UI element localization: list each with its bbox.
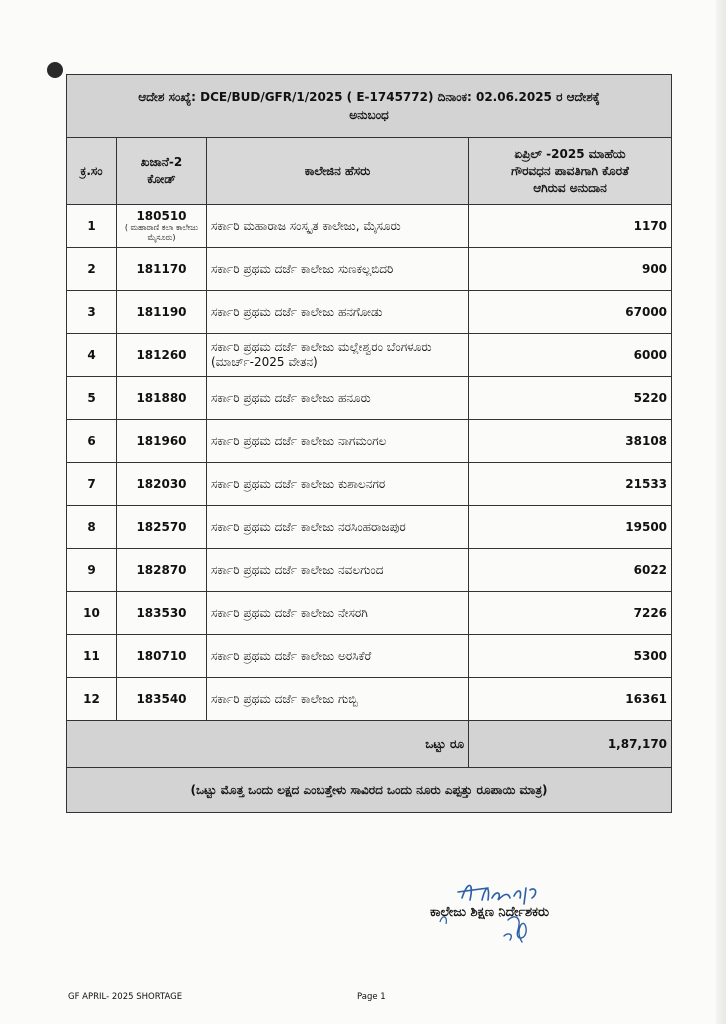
serial-number: 7 bbox=[67, 463, 117, 506]
order-number-line: ಆದೇಶ ಸಂಖ್ಯೆ: DCE/BUD/GFR/1/2025 ( E-1745772) ದಿನಾಂಕ: 02.06.2025 ರ ಆದೇಶಕ್ಕೆ bbox=[138, 90, 600, 104]
table-row bbox=[67, 248, 672, 291]
grant-amount: 16361 bbox=[469, 678, 672, 721]
order-header bbox=[67, 75, 672, 138]
serial-number: 11 bbox=[67, 635, 117, 678]
col-treasury-code-line1: ಖಜಾನೆ-2 bbox=[140, 155, 183, 169]
grant-amount: 6000 bbox=[469, 334, 672, 377]
annexure-label: ಅನುಬಂಧ bbox=[349, 108, 389, 122]
table-row bbox=[67, 635, 672, 678]
col-amount-line2: ಗೌರವಧನ ಪಾವತಿಗಾಗಿ ಕೊರತೆ bbox=[511, 163, 629, 178]
treasury-code: 182870 bbox=[117, 549, 207, 592]
college-name: ಸರ್ಕಾರಿ ಪ್ರಥಮ ದರ್ಜೆ ಕಾಲೇಜು ಹನಗೋಡು bbox=[207, 291, 469, 334]
table-row bbox=[67, 506, 672, 549]
table-row bbox=[67, 678, 672, 721]
treasury-code: 181880 bbox=[117, 377, 207, 420]
college-name: ಸರ್ಕಾರಿ ಪ್ರಥಮ ದರ್ಜೆ ಕಾಲೇಜು ಗುಬ್ಬಿ bbox=[207, 678, 469, 721]
footer-document-code: GF APRIL- 2025 SHORTAGE bbox=[68, 992, 183, 1002]
total-row bbox=[67, 721, 672, 768]
grant-amount: 1170 bbox=[469, 205, 672, 248]
table-row bbox=[67, 291, 672, 334]
punch-hole-mark bbox=[47, 62, 63, 78]
serial-number: 2 bbox=[67, 248, 117, 291]
col-serial-number: ಕ್ರ.ಸಂ bbox=[67, 138, 117, 205]
grant-amount: 7226 bbox=[469, 592, 672, 635]
serial-number: 10 bbox=[67, 592, 117, 635]
grant-amount: 900 bbox=[469, 248, 672, 291]
college-name: ಸರ್ಕಾರಿ ಪ್ರಥಮ ದರ್ಜೆ ಕಾಲೇಜು ಹನೂರು bbox=[207, 377, 469, 420]
grant-amount: 21533 bbox=[469, 463, 672, 506]
order-header-row bbox=[67, 75, 672, 138]
table-row bbox=[67, 420, 672, 463]
treasury-code: 182030 bbox=[117, 463, 207, 506]
amount-in-words: (ಒಟ್ಟು ಮೊತ್ತ ಒಂದು ಲಕ್ಷದ ಎಂಬತ್ತೇಳು ಸಾವಿರದ ಒಂದು ನೂರು ಎಪ್ಪತ್ತು ರೂಪಾಯಿ ಮಾತ್ರ) bbox=[67, 768, 672, 813]
serial-number: 5 bbox=[67, 377, 117, 420]
serial-number: 12 bbox=[67, 678, 117, 721]
treasury-code: 181960 bbox=[117, 420, 207, 463]
col-treasury-code bbox=[117, 138, 207, 205]
grant-amount: 6022 bbox=[469, 549, 672, 592]
col-grant-amount bbox=[469, 138, 672, 205]
college-name: ಸರ್ಕಾರಿ ಪ್ರಥಮ ದರ್ಜೆ ಕಾಲೇಜು ನರಸಿಂಹರಾಜಪುರ bbox=[207, 506, 469, 549]
treasury-code bbox=[117, 205, 207, 248]
col-treasury-code-line2: ಕೋಡ್ bbox=[147, 172, 176, 186]
serial-number: 1 bbox=[67, 205, 117, 248]
college-name: ಸರ್ಕಾರಿ ಪ್ರಥಮ ದರ್ಜೆ ಕಾಲೇಜು ನಾಗಮಂಗಲ bbox=[207, 420, 469, 463]
table-row bbox=[67, 334, 672, 377]
grant-table bbox=[66, 74, 672, 813]
college-name: ಸರ್ಕಾರಿ ಪ್ರಥಮ ದರ್ಜೆ ಕಾಲೇಜು ಅರಸಿಕೆರೆ bbox=[207, 635, 469, 678]
grant-amount: 5220 bbox=[469, 377, 672, 420]
treasury-code: 181190 bbox=[117, 291, 207, 334]
serial-number: 9 bbox=[67, 549, 117, 592]
college-name: ಸರ್ಕಾರಿ ಪ್ರಥಮ ದರ್ಜೆ ಕಾಲೇಜು ಸುಣಕಲ್ಲಬಿದರಿ bbox=[207, 248, 469, 291]
college-name: ಸರ್ಕಾರಿ ಪ್ರಥಮ ದರ್ಜೆ ಕಾಲೇಜು ನೇಸರಗಿ bbox=[207, 592, 469, 635]
treasury-code: 181170 bbox=[117, 248, 207, 291]
treasury-code-note: ( ಮಹಾರಾಣಿ ಕಲಾ ಕಾಲೇಜು ಮೈಸೂರು) bbox=[124, 223, 199, 242]
serial-number: 3 bbox=[67, 291, 117, 334]
scan-edge-shadow bbox=[716, 0, 726, 1024]
total-label: ಒಟ್ಟು ರೂ bbox=[67, 721, 469, 768]
treasury-code: 183540 bbox=[117, 678, 207, 721]
serial-number: 4 bbox=[67, 334, 117, 377]
table-row bbox=[67, 592, 672, 635]
amount-in-words-row bbox=[67, 768, 672, 813]
treasury-code: 182570 bbox=[117, 506, 207, 549]
table-row bbox=[67, 377, 672, 420]
col-amount-line3: ಆಗಿರುವ ಅನುದಾನ bbox=[533, 180, 607, 195]
table-row bbox=[67, 549, 672, 592]
footer-page-number: Page 1 bbox=[357, 992, 386, 1002]
treasury-code-value: 180510 bbox=[136, 209, 187, 223]
college-name: ಸರ್ಕಾರಿ ಮಹಾರಾಜ ಸಂಸ್ಕೃತ ಕಾಲೇಜು, ಮೈಸೂರು bbox=[207, 205, 469, 248]
table-row bbox=[67, 205, 672, 248]
serial-number: 8 bbox=[67, 506, 117, 549]
college-name: ಸರ್ಕಾರಿ ಪ್ರಥಮ ದರ್ಜೆ ಕಾಲೇಜು ಮಲ್ಲೇಶ್ವರಂ ಬೆಂಗಳೂರು (ಮಾರ್ಚ್-2025 ವೇತನ) bbox=[207, 334, 469, 377]
col-college-name: ಕಾಲೇಜಿನ ಹೆಸರು bbox=[207, 138, 469, 205]
grant-amount: 5300 bbox=[469, 635, 672, 678]
grant-amount: 67000 bbox=[469, 291, 672, 334]
college-name: ಸರ್ಕಾರಿ ಪ್ರಥಮ ದರ್ಜೆ ಕಾಲೇಜು ಕುಶಾಲನಗರ bbox=[207, 463, 469, 506]
serial-number: 6 bbox=[67, 420, 117, 463]
grant-amount: 19500 bbox=[469, 506, 672, 549]
director-title: ಕಾಲೇಜು ಶಿಕ್ಷಣ ನಿರ್ದೇಶಕರು bbox=[430, 905, 550, 920]
column-header-row bbox=[67, 138, 672, 205]
col-amount-line1: ಏಪ್ರಿಲ್ -2025 ಮಾಹೆಯ bbox=[514, 146, 626, 161]
grant-amount: 38108 bbox=[469, 420, 672, 463]
treasury-code: 181260 bbox=[117, 334, 207, 377]
treasury-code: 180710 bbox=[117, 635, 207, 678]
total-amount: 1,87,170 bbox=[469, 721, 672, 768]
table-row bbox=[67, 463, 672, 506]
treasury-code: 183530 bbox=[117, 592, 207, 635]
college-name: ಸರ್ಕಾರಿ ಪ್ರಥಮ ದರ್ಜೆ ಕಾಲೇಜು ನವಲಗುಂದ bbox=[207, 549, 469, 592]
